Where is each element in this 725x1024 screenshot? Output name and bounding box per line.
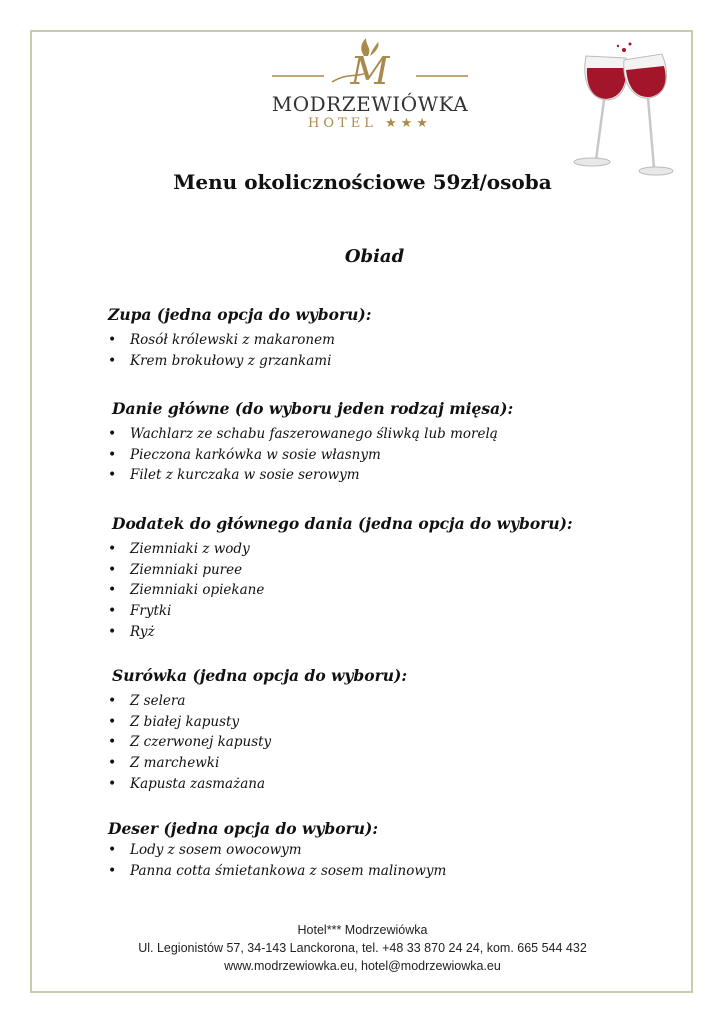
item-list <box>108 840 688 881</box>
footer-address: Ul. Legionistów 57, 34-143 Lanckorona, tel. +48 33 870 24 24, kom. 665 544 432 <box>138 941 587 955</box>
list-item: • Panna cotta śmietankowa z sosem malinowym <box>108 861 688 882</box>
list-item: • Z czerwonej kapusty <box>108 732 692 753</box>
list-item: • Krem brokułowy z grzankami <box>108 351 688 372</box>
item-list <box>108 539 692 642</box>
list-item: • Pieczona karkówka w sosie własnym <box>108 445 692 466</box>
menu-title: Menu okolicznościowe 59zł/osoba <box>173 170 552 194</box>
section-dessert <box>108 819 688 881</box>
section-heading: Deser (jedna opcja do wyboru): <box>108 819 379 838</box>
footer-hotel-name: Hotel*** Modrzewiówka <box>297 923 428 937</box>
wine-glasses-icon <box>568 38 678 183</box>
hotel-name: MODRZEWIÓWKA <box>271 92 469 116</box>
list-item: • Ziemniaki opiekane <box>108 580 692 601</box>
list-item: • Ryż <box>108 622 692 643</box>
item-list <box>108 691 692 794</box>
section-heading: Zupa (jedna opcja do wyboru): <box>108 305 372 324</box>
hotel-logo <box>268 36 472 136</box>
list-item: • Frytki <box>108 601 692 622</box>
list-item: • Z marchewki <box>108 753 692 774</box>
section-heading: Surówka (jedna opcja do wyboru): <box>112 666 408 685</box>
list-item: • Z białej kapusty <box>108 712 692 733</box>
footer-contact: www.modrzewiowka.eu, hotel@modrzewiowka.eu <box>224 959 501 973</box>
section-soup <box>108 305 688 371</box>
list-item: • Z selera <box>108 691 692 712</box>
monogram-m-logo-icon <box>268 36 472 96</box>
list-item: • Ziemniaki puree <box>108 560 692 581</box>
section-side-dish <box>112 514 692 642</box>
list-item: • Rosół królewski z makaronem <box>108 330 688 351</box>
meal-heading: Obiad <box>344 246 405 267</box>
section-heading: Danie główne (do wyboru jeden rodzaj mięsa): <box>112 399 514 418</box>
list-item: • Ziemniaki z wody <box>108 539 692 560</box>
item-list <box>108 424 692 486</box>
item-list <box>108 330 688 371</box>
list-item: • Lody z sosem owocowym <box>108 840 688 861</box>
section-main-course <box>112 399 692 486</box>
list-item: • Filet z kurczaka w sosie serowym <box>108 465 692 486</box>
svg-text:M: M <box>350 49 390 93</box>
list-item: • Wachlarz ze schabu faszerowanego śliwką lub morelą <box>108 424 692 445</box>
hotel-subtitle: HOTEL ★★★ <box>308 116 432 131</box>
section-heading: Dodatek do głównego dania (jedna opcja do wyboru): <box>112 514 573 533</box>
section-salad <box>112 666 692 794</box>
footer <box>0 921 725 975</box>
list-item: • Kapusta zasmażana <box>108 774 692 795</box>
